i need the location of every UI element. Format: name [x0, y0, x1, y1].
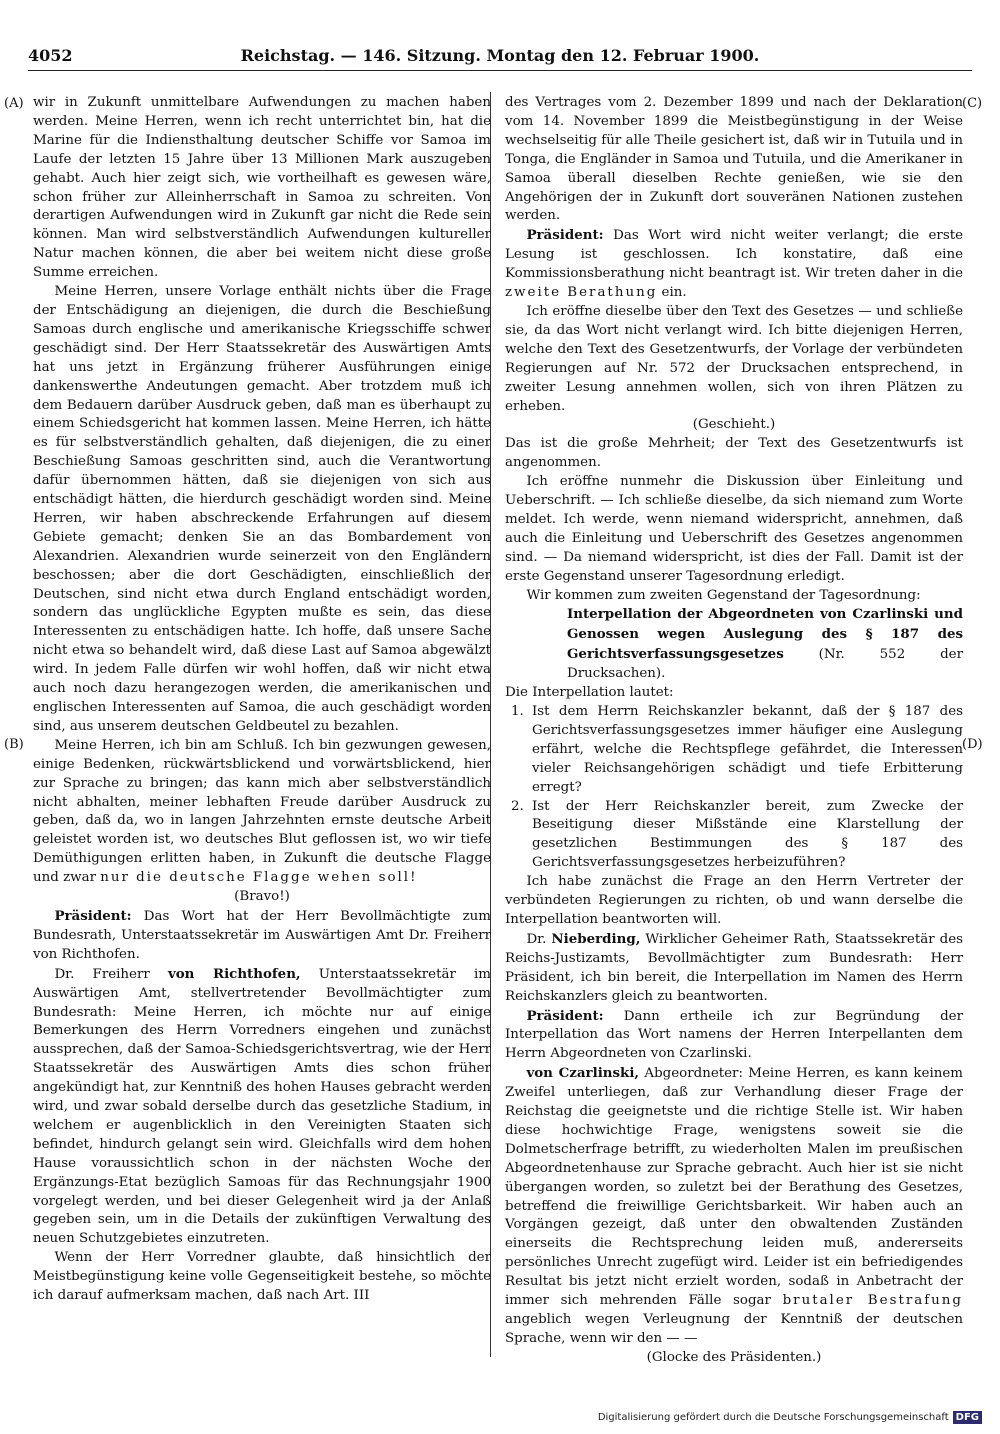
- margin-marker-b: (B): [4, 737, 24, 752]
- speaker-name: Nieberding,: [551, 930, 641, 947]
- page-number: 4052: [28, 46, 73, 65]
- list-item: 1. Ist dem Herrn Reichskanzler bekannt, daß der § 187 des Gerichtsverfassungsgesetzes immer häufiger eine Auslegung erfährt, welche die Rechtspflege gefährdet, die Interessen vieler Reichsangehörigen schädigt und tiefe Erbitterung erregt?: [511, 704, 963, 795]
- paragraph: Wir kommen zum zweiten Gegenstand der Tagesordnung:: [526, 587, 921, 603]
- running-title: Reichstag. — 146. Sitzung. Montag den 12. Februar 1900.: [240, 46, 760, 65]
- paragraph: Ich eröffne dieselbe über den Text des Gesetzes — und schließe sie, da das Wort nicht verlangt wird. Ich bitte diejenigen Herren, welche den Text des Gesetzentwurfs, der Vorlage der verbündeten Regierungen auf Nr. 572 der Drucksachen entsprechend, in zweiter Lesung annehmen wollen, sich von ihren Plätzen zu erheben.: [505, 303, 963, 414]
- paragraph: Meine Herren, ich bin am Schluß. Ich bin gezwungen gewesen, einige Bedenken, rückwärtsblickend und vorwärtsblickend, hier zur Sprache zu bringen; das kann mich aber selbstverständlich nicht abhalten, meiner lebhaften Freude darüber Ausdruck zu geben, daß da, wo in langen Jahrzehnten ernste deutsche Arbeit geleistet worden ist, wo deutsches Blut geflossen ist, wo wir tiefe Demüthigungen erlitten haben, in Zukunft die deutsche Flagge und zwar nur die deutsche Flagge wehen soll!: [33, 737, 491, 886]
- paragraph: Präsident: Das Wort hat der Herr Bevollmächtigte zum Bundesrath, Unterstaatssekretär im Auswärtigen Amt Dr. Freiherr von Richthofen.: [33, 907, 491, 962]
- interjection: (Geschieht.): [692, 417, 776, 433]
- paragraph: Das ist die große Mehrheit; der Text des Gesetzentwurfs ist angenommen.: [505, 436, 963, 471]
- interpellation-title: Interpellation der Abgeordneten von Czarlinski und Genossen wegen Auslegung des § 187 des Gerichtsverfassungsgesetzes (Nr. 552 der Drucksachen).: [567, 606, 963, 682]
- paragraph: Dr. Nieberding, Wirklicher Geheimer Rath, Staatssekretär des Reichs-Justizamts, Bevollmächtigter zum Bundesrath: Herr Präsident, ich bin bereit, die Interpellation im Namen des Herrn Reichskanzlers gleich zu beantworten.: [505, 930, 963, 1004]
- margin-marker-c: (C): [962, 96, 983, 111]
- speaker-name: Präsident:: [526, 1007, 604, 1024]
- interjection: (Glocke des Präsidenten.): [646, 1349, 822, 1365]
- list-item: 2. Ist der Herr Reichskanzler bereit, zum Zwecke der Beseitigung dieser Mißstände eine Klarstellung der gesetzlichen Bestimmungen des § 187 des Gerichtsverfassungsgesetzes herbeizuführen?: [511, 798, 963, 871]
- footer-credit: [598, 1411, 982, 1424]
- paragraph: Wenn der Herr Vorredner glaubte, daß hinsichtlich der Meistbegünstigung keine volle Gegenseitigkeit bestehe, so möchte ich darauf aufmerksam machen, daß nach Art. III: [33, 1250, 491, 1304]
- dfg-logo: DFG: [953, 1411, 982, 1424]
- paragraph: Meine Herren, unsere Vorlage enthält nichts über die Frage der Entschädigung an diejenigen, die durch die Beschießung Samoas durch englische und amerikanische Kriegsschiffe schwer geschädigt sind. Der Herr Staatssekretär des Auswärtigen Amts hat uns jetzt in Ergänzung früherer Ausführungen einige dankenswerthe Andeutungen gemacht. Aber trotzdem muß ich dem Bedauern darüber Ausdruck geben, daß man es überhaupt zu einem Schiedsgericht hat kommen lassen. Meine Herren, ich hätte es für selbstverständlich gehalten, daß diejenigen, die zu einer Beschießung Samoas geschritten sind, auch die Verantwortung dafür übernommen hätten, daß sie diejenigen von sich aus entschädigt hätten, die hierdurch geschädigt worden sind. Meine Herren, wir haben abschreckende Erfahrungen auf diesem Gebiete gemacht; denken Sie an das Bombardement von Alexandrien. Alexandrien wurde seinerzeit von den Engländern beschossen; aber die dort Geschädigten, einschließlich der Deutschen, sind nicht etwa durch England entschädigt worden, sondern das unglückliche Egypten mußte es sein, das diese Interessenten zu entschädigen hatte. Ich hoffe, daß unsere Sache nicht etwa so behandelt wird, daß diese Last auf Samoa abgewälzt wird. In jedem Falle dürfen wir wohl hoffen, daß wir nicht etwa auch noch dazu herangezogen werden, die amerikanischen und englischen Interessenten auf Samoa, die auch geschädigt worden sind, aus unserem deutschen Geldbeutel zu bezahlen.: [33, 284, 491, 734]
- speaker-name: Präsident:: [526, 227, 604, 244]
- left-column: [33, 94, 491, 1306]
- footer-text: Digitalisierung gefördert durch die Deutsche Forschungsgemeinschaft: [597, 1412, 949, 1423]
- paragraph: wir in Zukunft unmittelbare Aufwendungen zu machen haben werden. Meine Herren, wenn ich recht unterrichtet bin, hat die Marine für die Indiensthaltung deutscher Schiffe vor Samoa im Laufe der letzten 15 Jahre über 13 Millionen Mark auszugeben gehabt. Auch hier zeigt sich, wie vortheilhaft es gewesen wäre, schon früher zur Alleinherrschaft in Samoa zu schreiten. Von derartigen Aufwendungen wird in Zukunft gar nicht die Rede sein können. Man wird selbstverständlich Aufwendungen kultureller Natur machen können, die aber bei weitem nicht diese große Summe erreichen.: [33, 95, 491, 281]
- paragraph: Ich eröffne nunmehr die Diskussion über Einleitung und Ueberschrift. — Ich schließe dieselbe, da sich niemand zum Worte meldet. Ich werde, wenn niemand widerspricht, annehmen, daß auch die Einleitung und Ueberschrift des Gesetzes angenommen sind. — Da niemand widerspricht, ist dies der Fall. Damit ist der erste Gegenstand unserer Tagesordnung erledigt.: [505, 474, 963, 584]
- speaker-name: von Richthofen,: [167, 965, 301, 982]
- spaced-emphasis: brutaler Bestrafung: [782, 1293, 963, 1309]
- speaker-name: Präsident:: [54, 907, 132, 924]
- right-column: [505, 94, 963, 1368]
- margin-marker-d: (D): [962, 737, 983, 752]
- spaced-emphasis: zweite Berathung: [505, 285, 658, 301]
- speaker-name: von Czarlinski,: [526, 1065, 640, 1082]
- paragraph: Präsident: Das Wort wird nicht weiter verlangt; die erste Lesung ist geschlossen. Ich konstatire, daß eine Kommissionsberathung nicht beantragt ist. Wir treten daher in die zweite Berathung ein.: [505, 227, 963, 301]
- paragraph: Ich habe zunächst die Frage an den Herrn Vertreter der verbündeten Regierungen zu richten, ob und wann derselbe die Interpellation beantworten will.: [505, 874, 963, 927]
- paragraph: Die Interpellation lautet:: [505, 685, 674, 701]
- interjection: (Bravo!): [234, 889, 290, 905]
- page-header: [28, 42, 972, 71]
- spaced-emphasis: nur die deutsche Flagge wehen soll!: [100, 870, 418, 886]
- paragraph: von Czarlinski, Abgeordneter: Meine Herren, es kann keinem Zweifel unterliegen, daß zur Verhandlung dieser Frage der Reichstag die geeignetste und die richtige Stelle ist. Wir haben diese hochwichtige Frage, wenigstens soweit sie die Dolmetscherfrage betrifft, zu wiederholten Malen im preußischen Abgeordnetenhause zur Sprache gebracht. Auch hier ist sie nicht übergangen worden, so zuletzt bei der Berathung des Gesetzes, betreffend die freiwillige Gerichtsbarkeit. Wir haben auch an Vorgängen gezeigt, daß unter den obwaltenden Zuständen einerseits die Rechtsprechung leiden muß, andererseits persönliches Unrecht zugefügt wird. Leider ist ein befriedigendes Resultat bis jetzt nicht erzielt worden, sodaß in Anbetracht der immer sich mehrenden Fälle sogar brutaler Bestrafung angeblich wegen Verleugnung der Kenntniß der deutschen Sprache, wenn wir den — —: [505, 1065, 964, 1346]
- interpellation-list: [505, 703, 963, 873]
- paragraph: Dr. Freiherr von Richthofen, Unterstaatssekretär im Auswärtigen Amt, stellvertretender Bevollmächtigter zum Bundesrath: Meine Herren, ich möchte nur auf einige Bemerkungen des Herrn Vorredners eingehen und zunächst aussprechen, daß der Samoa-Schiedsgerichtsvertrag, wie der Herr Staatssekretär des Auswärtigen Amts dies schon früher angekündigt hat, zur Kenntniß des hohen Hauses gebracht werden wird, und zwar sobald derselbe durch das gesetzliche Stadium, in welchem er augenblicklich in den Vereinigten Staaten sich befindet, hindurch gelangt sein wird. Gleichfalls wird dem hohen Hause voraussichtlich schon in der nächsten Woche der Ergänzungs-Etat bezüglich Samoas für das Rechnungsjahr 1900 vorgelegt werden, und bei dieser Gelegenheit wird ja der Anlaß gegeben sein, um in die Details der zukünftigen Verwaltung des neuen Schutzgebietes einzutreten.: [33, 965, 491, 1247]
- paragraph: Präsident: Dann ertheile ich zur Begründung der Interpellation das Wort namens der Herren Interpellanten dem Herrn Abgeordneten von Czarlinski.: [505, 1007, 963, 1062]
- margin-marker-a: (A): [4, 96, 24, 111]
- paragraph: des Vertrages vom 2. Dezember 1899 und nach der Deklaration vom 14. November 1899 die Meistbegünstigung in der Weise wechselseitig für alle Theile gesichert ist, daß wir in Tutuila und in Tonga, die Engländer in Samoa und Tutuila, und die Amerikaner in Samoa überall dieselben Rechte genießen, wie sie den Angehörigen der in Zukunft dort souveränen Nationen zustehen werden.: [505, 95, 963, 224]
